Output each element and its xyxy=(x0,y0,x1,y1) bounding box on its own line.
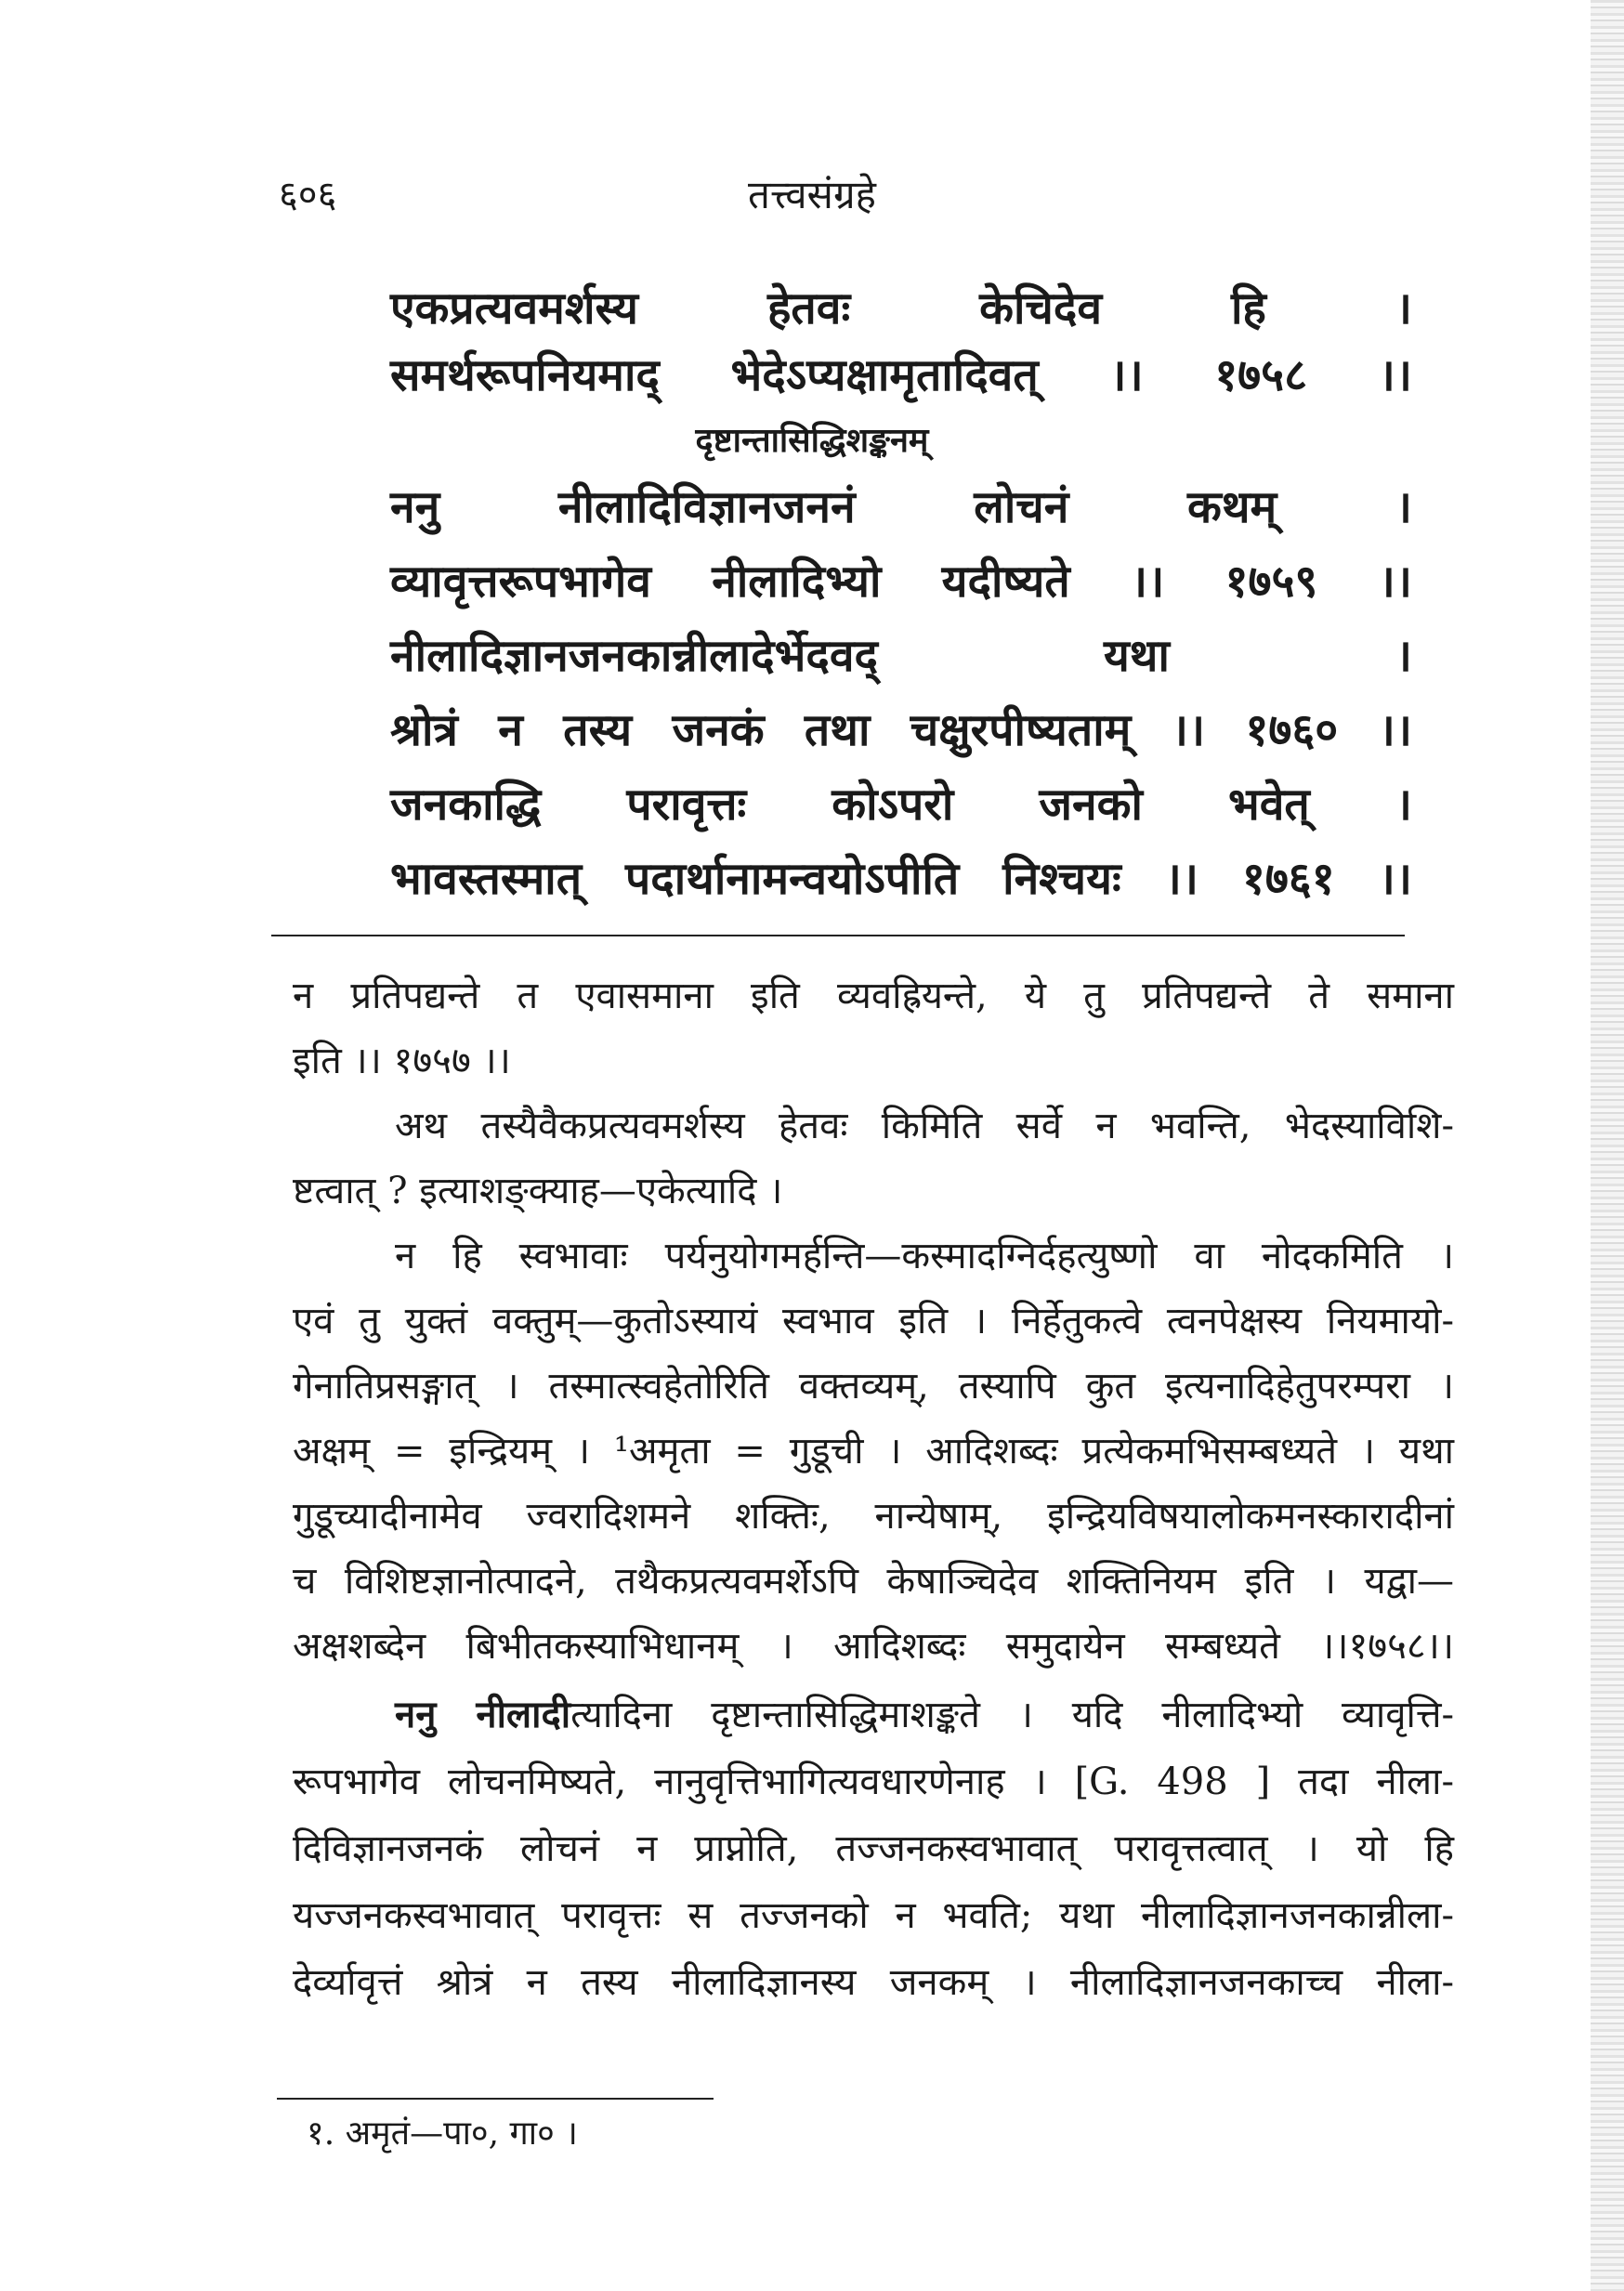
verse-line-6: श्रोत्रं न तस्य जनकं तथा चक्षुरपीष्यताम् ।। १७६० ।। xyxy=(390,704,1412,756)
commentary-line: अक्षशब्देन बिभीतकस्याभिधानम् । आदिशब्दः समुदायेन सम्बध्यते ।।१७५८।। xyxy=(293,1625,1454,1668)
page-header xyxy=(0,167,1624,223)
verse-line-4: व्यावृत्तरूपभागेव नीलादिभ्यो यदीष्यते ।। १७५९ ।। xyxy=(390,556,1412,608)
commentary-line: अथ तस्यैवैकप्रत्यवमर्शस्य हेतवः किमिति सर्वे न भवन्ति, भेदस्याविशि- xyxy=(395,1105,1454,1147)
running-title: तत्त्वसंग्रहे xyxy=(748,172,876,217)
commentary-line: यज्जनकस्वभावात् परावृत्तः स तज्जनको न भवति; यथा नीलादिज्ञानजनकान्नीला- xyxy=(293,1894,1454,1937)
page-number: ६०६ xyxy=(279,174,337,216)
commentary-line: अक्षम् = इन्द्रियम् । ¹अमृता = गुडूची । आदिशब्दः प्रत्येकमभिसम्बध्यते । यथा xyxy=(293,1430,1454,1473)
verse-line-7: जनकाद्धि परावृत्तः कोऽपरो जनको भवेत् । xyxy=(390,779,1412,831)
commentary-line xyxy=(395,1687,1454,1738)
footnote-divider xyxy=(277,2098,714,2100)
commentary-line: एवं तु युक्तं वक्तुम्—कुतोऽस्यायं स्वभाव इति । निर्हेतुकत्वे त्वनपेक्षस्य नियमायो- xyxy=(293,1300,1454,1342)
verse-line-1: एकप्रत्यवमर्शस्य हेतवः केचिदेव हि । xyxy=(390,282,1412,334)
verse-line-8: भावस्तस्मात् पदार्थानामन्वयोऽपीति निश्चयः ।। १७६१ ।। xyxy=(390,853,1412,905)
commentary-line: न प्रतिपद्यन्ते त एवासमाना इति व्यवह्रियन्ते, ये तु प्रतिपद्यन्ते ते समाना xyxy=(293,975,1454,1017)
commentary-line: रूपभागेव लोचनमिष्यते, नानुवृत्तिभागित्यवधारणेनाह । [G. 498 ] तदा नीला- xyxy=(293,1761,1454,1803)
commentary-line: इति ।। १७५७ ।। xyxy=(293,1040,511,1082)
commentary-line: गुडूच्यादीनामेव ज्वरादिशमने शक्तिः, नान्येषाम्, इन्द्रियविषयालोकमनस्कारादीनां xyxy=(293,1495,1454,1538)
verse-line-5: नीलादिज्ञानजनकान्नीलादेर्भेदवद् यथा । xyxy=(390,630,1412,682)
page-edge-shadow xyxy=(1591,0,1624,2291)
verse-line-3: ननु नीलादिविज्ञानजननं लोचनं कथम् । xyxy=(390,481,1412,533)
commentary-line: न हि स्वभावाः पर्यनुयोगमर्हन्ति—कस्मादग्निर्दहत्युष्णो वा नोदकमिति । xyxy=(395,1235,1454,1277)
commentary-line: दिविज्ञानजनकं लोचनं न प्राप्नोति, तज्जनकस्वभावात् परावृत्तत्वात् । यो हि xyxy=(293,1827,1454,1870)
verse-commentary-divider xyxy=(271,935,1405,936)
commentary-lemma: ननु नीलादी xyxy=(395,1693,571,1736)
footnote: १. अमृतं—पा०, गा० । xyxy=(307,2114,578,2153)
commentary-line: ष्टत्वात् ? इत्याशङ्क्याह—एकेत्यादि । xyxy=(293,1170,783,1212)
verse-line-2: समर्थरूपनियमाद् भेदेऽप्यक्षामृतादिवत् ।। १७५८ ।। xyxy=(390,349,1412,401)
commentary-text: त्यादिना दृष्टान्तासिद्धिमाशङ्कते । यदि नीलादिभ्यो व्यावृत्ति- xyxy=(570,1694,1454,1736)
section-subheading: दृष्टान्तासिद्धिशङ्कनम् xyxy=(695,421,929,460)
commentary-line: गेनातिप्रसङ्गात् । तस्मात्स्वहेतोरिति वक्तव्यम्, तस्यापि कुत इत्यनादिहेतुपरम्परा । xyxy=(293,1365,1454,1407)
commentary-line: देर्व्यावृत्तं श्रोत्रं न तस्य नीलादिज्ञानस्य जनकम् । नीलादिज्ञानजनकाच्च नीला- xyxy=(293,1961,1454,2004)
commentary-line: च विशिष्टज्ञानोत्पादने, तथैकप्रत्यवमर्शेऽपि केषाञ्चिदेव शक्तिनियम इति । यद्वा— xyxy=(293,1560,1454,1603)
